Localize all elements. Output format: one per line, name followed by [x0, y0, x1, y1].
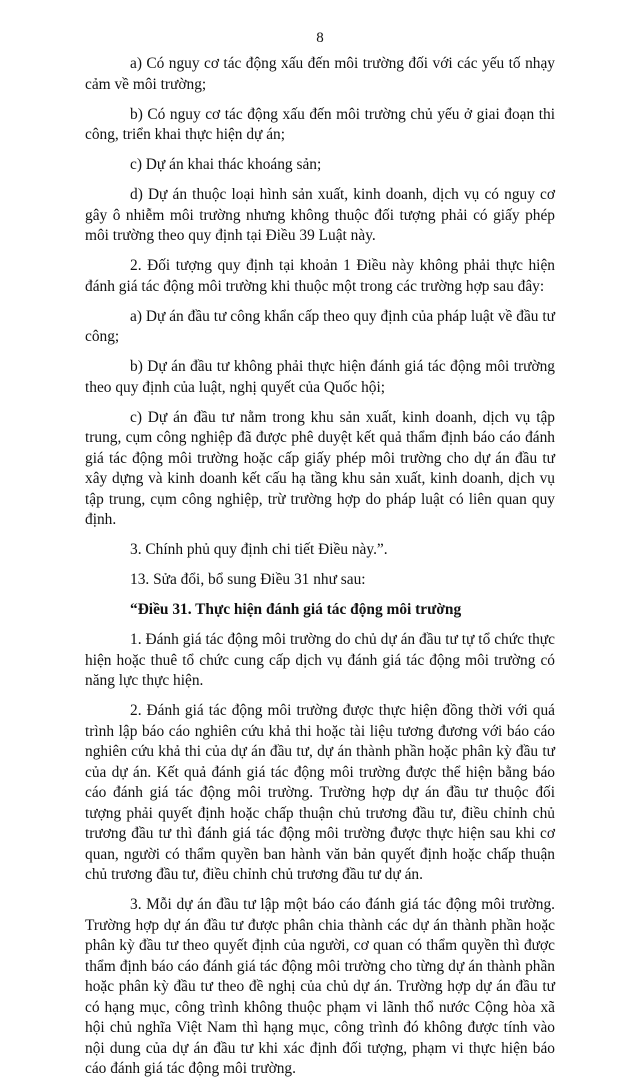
- paragraph: 13. Sửa đổi, bổ sung Điều 31 như sau:: [130, 571, 366, 588]
- paragraph: 3. Chính phủ quy định chi tiết Điều này.”.: [130, 541, 388, 558]
- paragraph: c) Dự án khai thác khoáng sản;: [130, 156, 322, 173]
- paragraph: a) Dự án đầu tư công khẩn cấp theo quy định của pháp luật về đầu tư công;: [85, 307, 555, 345]
- paragraph: 1. Đánh giá tác động môi trường do chủ dự án đầu tư tự tổ chức thực hiện hoặc thuê tổ chức cung cấp dịch vụ đánh giá tác động môi trường có năng lực thực hiện.: [85, 631, 555, 689]
- article-heading: “Điều 31. Thực hiện đánh giá tác động môi trường: [130, 601, 462, 618]
- paragraph: b) Có nguy cơ tác động xấu đến môi trường chủ yếu ở giai đoạn thi công, triển khai thực hiện dự án;: [85, 105, 555, 143]
- paragraph: 3. Mỗi dự án đầu tư lập một báo cáo đánh giá tác động môi trường. Trường hợp dự án đầu tư được phân chia thành các dự án thành phần hoặc phân kỳ đầu tư theo quyết định của người, cơ quan có thẩm quyền thì được thẩm định báo cáo đánh giá tác động môi trường cho từng dự án thành phần hoặc phân kỳ đầu tư theo đề nghị của chủ dự án. Trường hợp dự án đầu tư có hạng mục, công trình không thuộc phạm vi lãnh thổ nước Cộng hòa xã hội chủ nghĩa Việt Nam thì hạng mục, công trình đó không được tính vào nội dung của dự án đầu tư khi xác định đối tượng, phạm vi thực hiện báo cáo đánh giá tác động môi trường.: [85, 896, 555, 1077]
- page-number: 8: [316, 30, 324, 46]
- paragraph: 2. Đối tượng quy định tại khoản 1 Điều này không phải thực hiện đánh giá tác động môi trường khi thuộc một trong các trường hợp sau đây:: [85, 257, 555, 295]
- paragraph: d) Dự án thuộc loại hình sản xuất, kinh doanh, dịch vụ có nguy cơ gây ô nhiễm môi trường nhưng không thuộc đối tượng phải có giấy phép môi trường theo quy định tại Điều 39 Luật này.: [85, 186, 555, 244]
- paragraph: b) Dự án đầu tư không phải thực hiện đánh giá tác động môi trường theo quy định của luật, nghị quyết của Quốc hội;: [85, 358, 555, 396]
- paragraph: 2. Đánh giá tác động môi trường được thực hiện đồng thời với quá trình lập báo cáo nghiên cứu khả thi hoặc tài liệu tương đương với báo cáo nghiên cứu khả thi của dự án đầu tư, dự án thành phần hoặc phân kỳ đầu tư của dự án. Kết quả đánh giá tác động môi trường được thể hiện bằng báo cáo đánh giá tác động môi trường. Trường hợp dự án đầu tư thuộc đối tượng phải quyết định hoặc chấp thuận chủ trương đầu tư, điều chỉnh chủ trương đầu tư thì đánh giá tác động môi trường được thực hiện sau khi cơ quan, người có thẩm quyền ban hành văn bản quyết định hoặc chấp thuận chủ trương đầu tư, điều chỉnh chủ trương đầu tư dự án.: [85, 702, 555, 883]
- paragraph: a) Có nguy cơ tác động xấu đến môi trường đối với các yếu tố nhạy cảm về môi trường;: [85, 55, 555, 93]
- paragraph: c) Dự án đầu tư nằm trong khu sản xuất, kinh doanh, dịch vụ tập trung, cụm công nghiệp đã được phê duyệt kết quả thẩm định báo cáo đánh giá tác động môi trường hoặc cấp giấy phép môi trường cho dự án đầu tư xây dựng và kinh doanh kết cấu hạ tầng khu sản xuất, kinh doanh, dịch vụ tập trung, cụm công nghiệp, trừ trường hợp do pháp luật có liên quan quy định.: [85, 408, 555, 528]
- document-body: [85, 54, 555, 1089]
